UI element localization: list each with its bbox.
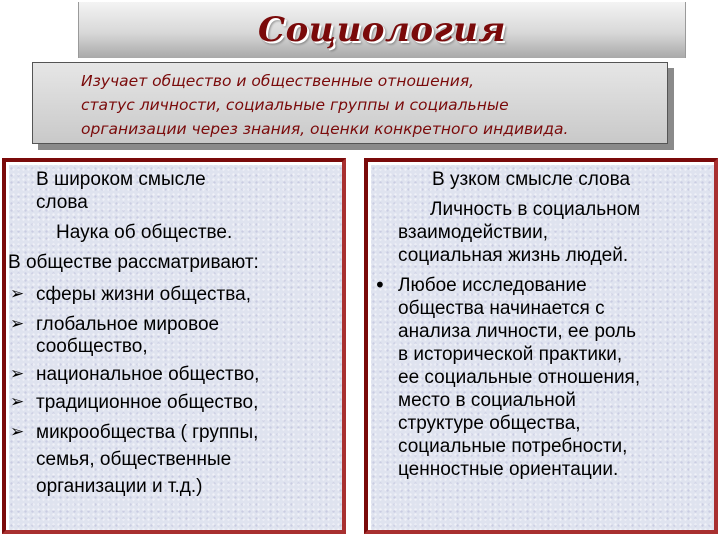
broad-heading-line: В широком смысле: [36, 169, 206, 190]
narrow-heading: В узком смысле слова: [432, 169, 631, 190]
definition-box: [32, 62, 668, 144]
bullet-dot-icon: •: [374, 273, 386, 297]
bullet-line: структуре общества,: [398, 413, 581, 434]
definition-line: статус личности, социальные группы и социальные: [81, 96, 509, 114]
bullet-line: Любое исследование: [398, 275, 587, 296]
bullet-line: ее социальные отношения,: [398, 367, 641, 388]
broad-heading-line: слова: [36, 192, 88, 213]
bullet-line: место в социальной: [398, 390, 576, 411]
arrow-bullet-icon: ➢: [10, 284, 25, 304]
arrow-bullet-icon: ➢: [10, 364, 25, 384]
list-item: сферы жизни общества,: [36, 284, 251, 305]
narrow-intro-line: Личность в социальном: [430, 199, 641, 220]
list-item: микрообщества ( группы,: [36, 422, 259, 443]
arrow-bullet-icon: ➢: [10, 314, 25, 334]
list-item-continuation: сообщество,: [36, 336, 148, 357]
arrow-bullet-icon: ➢: [10, 392, 25, 412]
bullet-line: общества начинается с: [398, 298, 605, 319]
definition-line: Изучает общество и общественные отношения,: [81, 72, 475, 90]
broad-intro: В обществе рассматривают:: [8, 252, 259, 273]
list-item-continuation: организации и т.д.): [36, 476, 203, 497]
bullet-line: ценностные ориентации.: [398, 459, 619, 480]
list-item-continuation: семья, общественные: [36, 449, 232, 470]
arrow-bullet-icon: ➢: [10, 422, 25, 442]
list-item: глобальное мировое: [36, 314, 220, 335]
bullet-line: в исторической практики,: [398, 344, 623, 365]
broad-subheading: Наука об обществе.: [56, 222, 233, 243]
narrow-intro-line: взаимодействии,: [398, 222, 549, 243]
narrow-sense-panel: [364, 158, 718, 534]
definition-line: организации через знания, оценки конкретного индивида.: [81, 120, 569, 138]
narrow-intro-line: социальная жизнь людей.: [398, 245, 629, 266]
title-banner: [78, 2, 686, 58]
page-title: Социология: [258, 10, 506, 50]
broad-sense-panel: [2, 158, 346, 534]
definition-text: [81, 69, 671, 141]
bullet-line: анализа личности, ее роль: [398, 321, 637, 342]
list-item: национальное общество,: [36, 364, 260, 385]
list-item: традиционное общество,: [36, 392, 259, 413]
bullet-line: социальные потребности,: [398, 436, 628, 457]
